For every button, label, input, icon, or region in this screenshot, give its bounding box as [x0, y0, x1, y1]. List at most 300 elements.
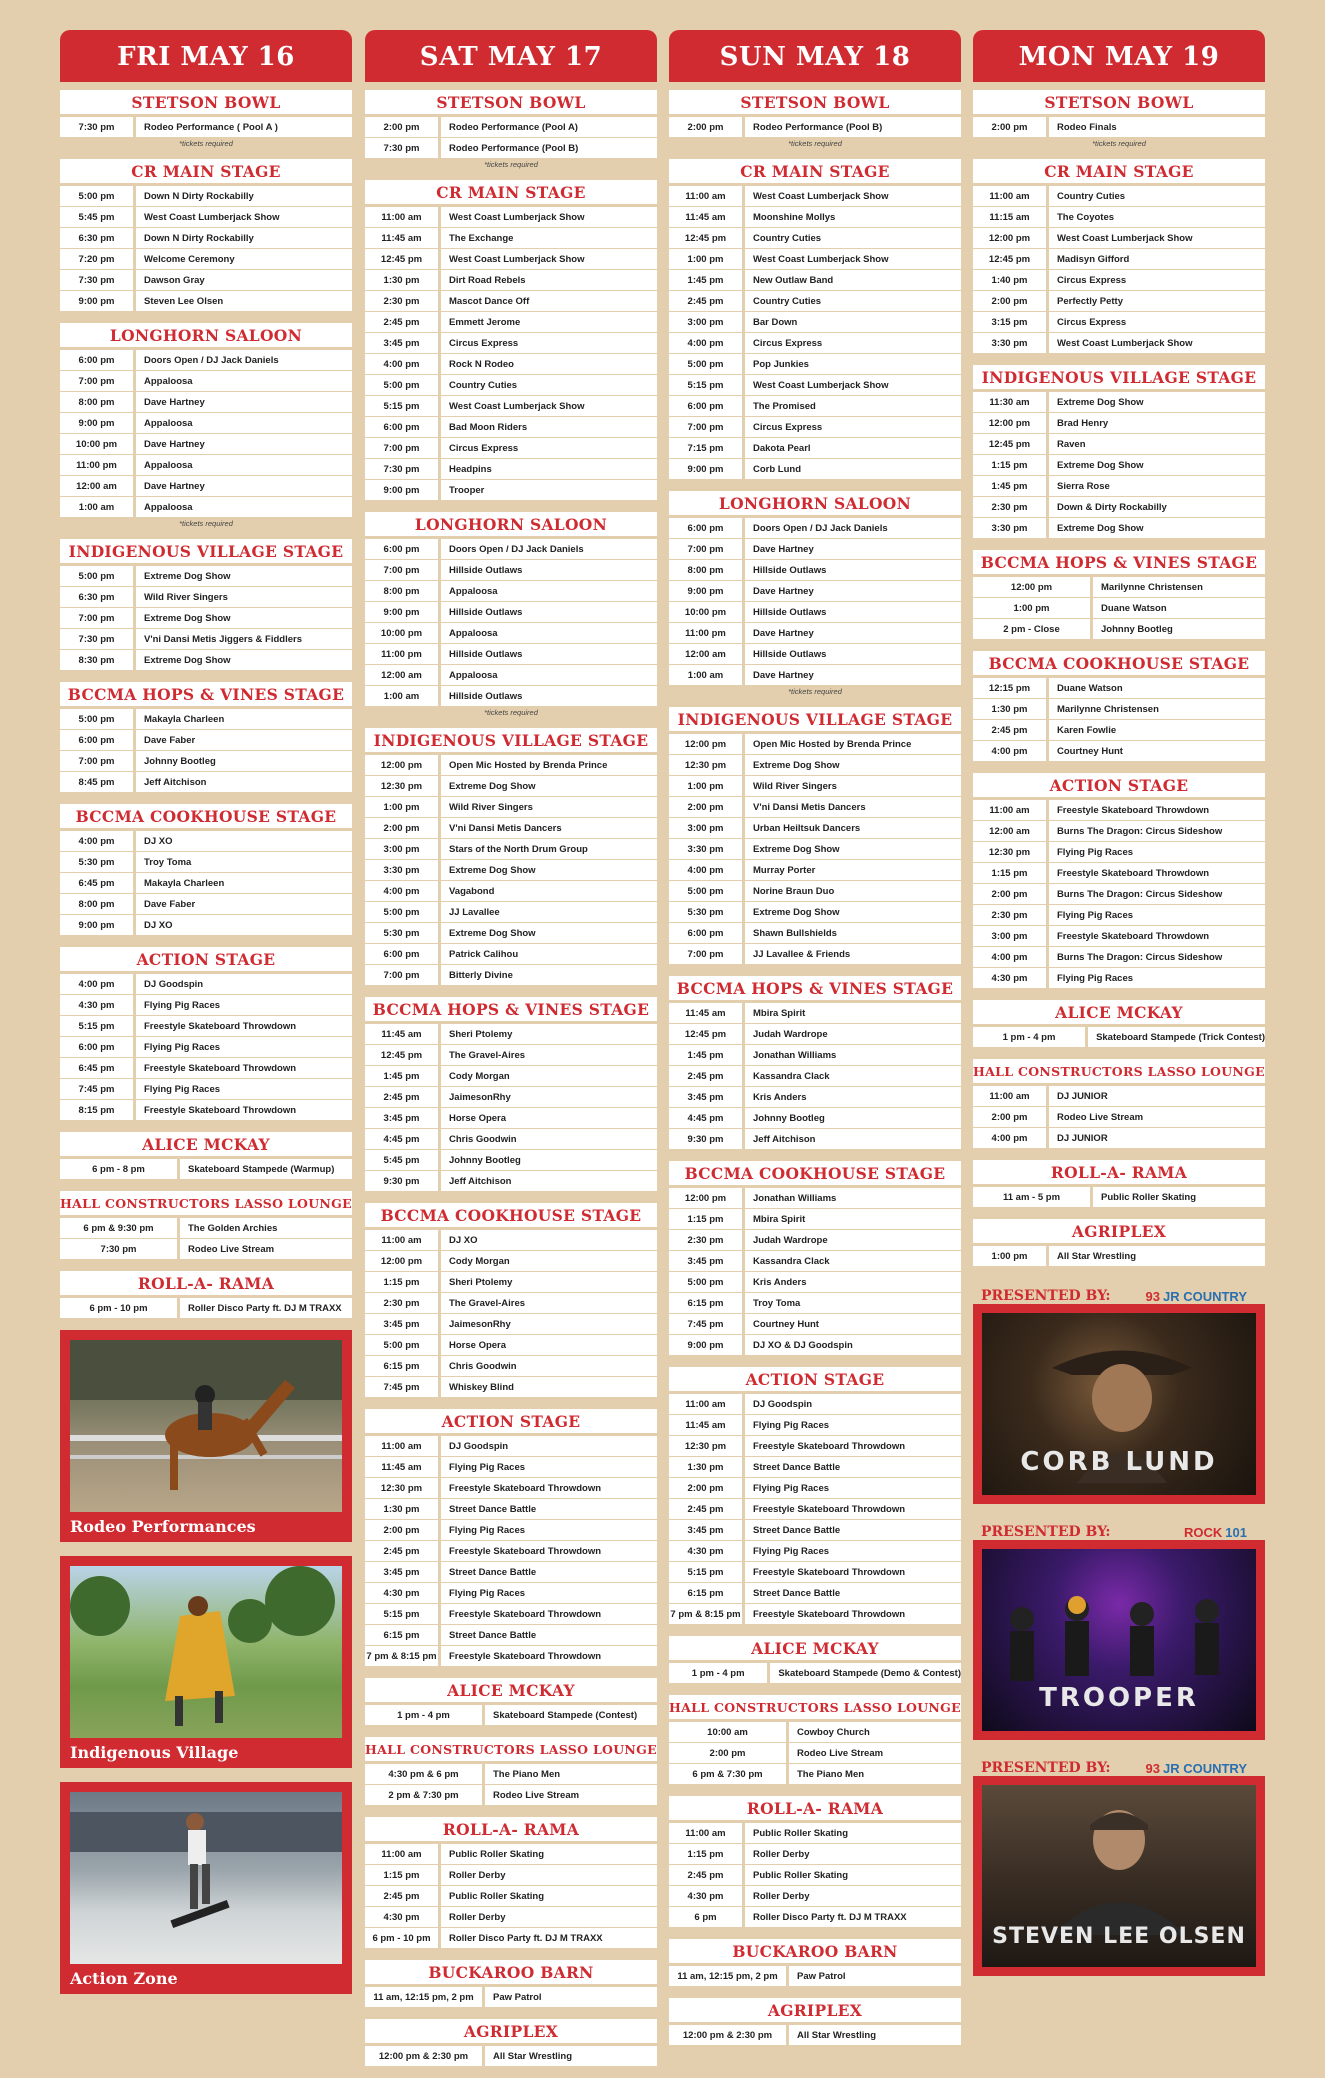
event-name: The Golden Archies [180, 1218, 352, 1238]
schedule-row [973, 249, 1265, 270]
event-time: 1:15 pm [365, 1272, 441, 1292]
event-time: 11:45 am [669, 1003, 745, 1023]
schedule-row [60, 476, 352, 497]
event-time: 12:30 pm [669, 755, 745, 775]
event-name: Chris Goodwin [441, 1356, 657, 1376]
event-name: Bad Moon Riders [441, 417, 657, 437]
event-time: 4:00 pm [973, 1128, 1049, 1148]
event-time: 8:00 pm [60, 894, 136, 914]
schedule-row [365, 1886, 657, 1907]
schedule-row [60, 350, 352, 371]
event-time: 6:00 pm [365, 417, 441, 437]
event-name: New Outlaw Band [745, 270, 961, 290]
schedule-row [365, 1478, 657, 1499]
schedule-row [365, 923, 657, 944]
event-time: 5:45 pm [365, 1150, 441, 1170]
venue-title: ACTION STAGE [365, 1409, 657, 1433]
schedule-row [365, 1928, 657, 1949]
event-time: 5:00 pm [60, 186, 136, 206]
event-time: 3:45 pm [365, 1108, 441, 1128]
venue-title: STETSON BOWL [669, 90, 961, 114]
venue-title: ACTION STAGE [60, 947, 352, 971]
event-name: Corb Lund [745, 459, 961, 479]
schedule-row [669, 518, 961, 539]
event-name: The Piano Men [485, 1764, 657, 1784]
venue-block [60, 1191, 352, 1260]
event-time: 5:30 pm [60, 852, 136, 872]
event-time: 5:45 pm [60, 207, 136, 227]
event-name: Rodeo Performance (Pool A) [441, 117, 657, 137]
schedule-row [973, 619, 1265, 640]
schedule-row [669, 1865, 961, 1886]
event-time: 7:45 pm [669, 1314, 745, 1334]
schedule-row [60, 270, 352, 291]
event-name: Hillside Outlaws [441, 560, 657, 580]
event-time: 3:45 pm [365, 1562, 441, 1582]
schedule-row [365, 1045, 657, 1066]
event-time: 11:45 am [365, 1457, 441, 1477]
schedule-row [669, 602, 961, 623]
event-name: Skateboard Stampede (Warmup) [180, 1159, 352, 1179]
event-time: 4:30 pm [60, 995, 136, 1015]
event-time: 12:45 pm [973, 434, 1049, 454]
event-time: 12:00 pm & 2:30 pm [365, 2046, 485, 2066]
event-name: Appaloosa [136, 497, 352, 517]
event-time: 2:30 pm [973, 905, 1049, 925]
event-time: 12:15 pm [973, 678, 1049, 698]
schedule-row [973, 497, 1265, 518]
event-time: 4:00 pm [60, 974, 136, 994]
venue-title: BUCKAROO BARN [365, 1960, 657, 1984]
event-time: 4:30 pm & 6 pm [365, 1764, 485, 1784]
event-name: Duane Watson [1093, 598, 1265, 618]
event-name: Skateboard Stampede (Demo & Contest) [770, 1663, 961, 1683]
event-name: West Coast Lumberjack Show [441, 249, 657, 269]
event-time: 1:45 pm [669, 270, 745, 290]
event-time: 5:15 pm [60, 1016, 136, 1036]
event-time: 2:45 pm [669, 1066, 745, 1086]
schedule-row [669, 1722, 961, 1743]
event-time: 12:00 am [60, 476, 136, 496]
schedule-row [60, 1298, 352, 1319]
schedule-row [669, 354, 961, 375]
schedule-row [669, 1583, 961, 1604]
event-name: Street Dance Battle [441, 1499, 657, 1519]
venue-title: ROLL-A- RAMA [669, 1796, 961, 1820]
event-time: 1:15 pm [973, 863, 1049, 883]
schedule-row [365, 944, 657, 965]
schedule-row [365, 438, 657, 459]
schedule-row [669, 207, 961, 228]
schedule-row [669, 291, 961, 312]
event-time: 3:30 pm [973, 518, 1049, 538]
event-time: 12:45 pm [973, 249, 1049, 269]
event-time: 4:00 pm [669, 860, 745, 880]
schedule-row [365, 686, 657, 707]
event-time: 7:30 pm [60, 629, 136, 649]
event-time: 8:00 pm [60, 392, 136, 412]
event-time: 9:00 pm [60, 915, 136, 935]
event-name: Pop Junkies [745, 354, 961, 374]
event-time: 3:00 pm [669, 312, 745, 332]
event-time: 1:30 pm [365, 1499, 441, 1519]
schedule-row [669, 1966, 961, 1987]
event-time: 12:45 pm [669, 1024, 745, 1044]
event-name: Circus Express [441, 333, 657, 353]
venue-block [60, 323, 352, 528]
event-name: Flying Pig Races [745, 1415, 961, 1435]
event-name: Skateboard Stampede (Contest) [485, 1705, 657, 1725]
event-time: 9:30 pm [669, 1129, 745, 1149]
event-name: Extreme Dog Show [136, 566, 352, 586]
schedule-row [365, 581, 657, 602]
schedule-row [973, 1027, 1265, 1048]
event-name: Public Roller Skating [441, 1844, 657, 1864]
event-name: JaimesonRhy [441, 1087, 657, 1107]
event-time: 2 pm & 7:30 pm [365, 1785, 485, 1805]
venue-title: ACTION STAGE [669, 1367, 961, 1391]
event-time: 11:00 am [669, 1394, 745, 1414]
schedule-row [365, 1646, 657, 1667]
schedule-row [669, 755, 961, 776]
schedule-row [60, 207, 352, 228]
event-time: 3:45 pm [669, 1251, 745, 1271]
event-name: Moonshine Mollys [745, 207, 961, 227]
schedule-row [60, 995, 352, 1016]
event-time: 3:30 pm [669, 839, 745, 859]
event-time: 7 pm & 8:15 pm [365, 1646, 441, 1666]
schedule-row [669, 1764, 961, 1785]
event-time: 2:45 pm [669, 291, 745, 311]
event-name: Country Cuties [441, 375, 657, 395]
event-name: Dave Hartney [136, 392, 352, 412]
schedule-row [365, 2046, 657, 2067]
event-time: 5:30 pm [669, 902, 745, 922]
event-name: Mbira Spirit [745, 1003, 961, 1023]
event-name: Freestyle Skateboard Throwdown [745, 1604, 961, 1624]
event-time: 10:00 am [669, 1722, 789, 1742]
event-name: Public Roller Skating [1093, 1187, 1265, 1207]
event-time: 9:00 pm [60, 291, 136, 311]
event-time: 2:45 pm [365, 1886, 441, 1906]
schedule-row [973, 312, 1265, 333]
event-time: 11:00 am [973, 186, 1049, 206]
event-time: 6:00 pm [669, 518, 745, 538]
event-time: 1:45 pm [973, 476, 1049, 496]
event-name: Doors Open / DJ Jack Daniels [136, 350, 352, 370]
venue-block [669, 707, 961, 965]
venue-block [973, 1000, 1265, 1048]
venue-block [365, 512, 657, 717]
event-name: Makayla Charleen [136, 709, 352, 729]
venue-title: LONGHORN SALOON [60, 323, 352, 347]
event-time: 1 pm - 4 pm [365, 1705, 485, 1725]
day-header: MON MAY 19 [973, 30, 1265, 82]
event-name: Roller Derby [441, 1907, 657, 1927]
event-name: Judah Wardrope [745, 1024, 961, 1044]
venue-title: ALICE MCKAY [669, 1636, 961, 1660]
schedule-row [669, 1823, 961, 1844]
event-name: Whiskey Blind [441, 1377, 657, 1397]
event-name: Burns The Dragon: Circus Sideshow [1049, 884, 1265, 904]
venue-title: HALL CONSTRUCTORS LASSO LOUNGE [60, 1191, 352, 1215]
venue-title: BCCMA COOKHOUSE STAGE [669, 1161, 961, 1185]
venue-block [365, 1678, 657, 1726]
event-time: 11 am, 12:15 pm, 2 pm [365, 1987, 485, 2007]
schedule-row [669, 438, 961, 459]
event-time: 6:00 pm [365, 539, 441, 559]
schedule-row [973, 821, 1265, 842]
schedule-row [669, 1907, 961, 1928]
venue-title: ACTION STAGE [973, 773, 1265, 797]
artist-card [973, 1540, 1265, 1740]
event-name: The Promised [745, 396, 961, 416]
event-name: Jonathan Williams [745, 1045, 961, 1065]
venue-title: BCCMA COOKHOUSE STAGE [60, 804, 352, 828]
event-time: 1:00 am [60, 497, 136, 517]
event-name: Norine Braun Duo [745, 881, 961, 901]
schedule-row [973, 842, 1265, 863]
event-time: 10:00 pm [60, 434, 136, 454]
venue-block [669, 1695, 961, 1785]
event-name: Jeff Aitchison [745, 1129, 961, 1149]
event-time: 11:00 pm [60, 455, 136, 475]
venue-title: CR MAIN STAGE [365, 180, 657, 204]
schedule-row [365, 665, 657, 686]
event-name: West Coast Lumberjack Show [745, 375, 961, 395]
event-name: Kassandra Clack [745, 1251, 961, 1271]
schedule-row [365, 1541, 657, 1562]
event-name: Dirt Road Rebels [441, 270, 657, 290]
event-time: 7:20 pm [60, 249, 136, 269]
event-name: Johnny Bootleg [441, 1150, 657, 1170]
event-name: Roller Disco Party ft. DJ M TRAXX [180, 1298, 352, 1318]
event-time: 4:00 pm [365, 354, 441, 374]
event-name: Public Roller Skating [745, 1823, 961, 1843]
event-name: DJ Goodspin [441, 1436, 657, 1456]
schedule-row [365, 1335, 657, 1356]
event-name: Rodeo Performance (Pool B) [441, 138, 657, 158]
venue-title: BCCMA HOPS & VINES STAGE [365, 997, 657, 1021]
event-time: 2:45 pm [669, 1499, 745, 1519]
schedule-row [365, 539, 657, 560]
schedule-row [60, 831, 352, 852]
event-time: 1:40 pm [973, 270, 1049, 290]
schedule-row [60, 873, 352, 894]
schedule-row [669, 539, 961, 560]
schedule-row [973, 1107, 1265, 1128]
event-name: Freestyle Skateboard Throwdown [441, 1541, 657, 1561]
event-time: 12:00 pm & 2:30 pm [669, 2025, 789, 2045]
event-name: West Coast Lumberjack Show [136, 207, 352, 227]
event-name: JJ Lavallee & Friends [745, 944, 961, 964]
event-time: 12:00 pm [669, 1188, 745, 1208]
event-time: 7:30 pm [60, 1239, 180, 1259]
event-time: 2:45 pm [973, 720, 1049, 740]
event-name: Freestyle Skateboard Throwdown [1049, 926, 1265, 946]
event-time: 6:00 pm [669, 396, 745, 416]
schedule-row [365, 1583, 657, 1604]
event-name: Extreme Dog Show [1049, 392, 1265, 412]
schedule-row [365, 1293, 657, 1314]
event-time: 12:00 am [973, 821, 1049, 841]
venue-block [669, 1367, 961, 1625]
logo-text: ROCK [1184, 1525, 1223, 1540]
event-name: Roller Disco Party ft. DJ M TRAXX [745, 1907, 961, 1927]
schedule-row [669, 1188, 961, 1209]
event-name: Street Dance Battle [745, 1583, 961, 1603]
event-time: 2:00 pm [973, 117, 1049, 137]
event-name: Rodeo Performance (Pool B) [745, 117, 961, 137]
event-name: West Coast Lumberjack Show [745, 249, 961, 269]
schedule-row [669, 1251, 961, 1272]
event-name: Marilynne Christensen [1049, 699, 1265, 719]
venue-block [365, 728, 657, 986]
schedule-row [365, 1844, 657, 1865]
event-time: 1:00 pm [973, 598, 1093, 618]
event-name: Hillside Outlaws [745, 560, 961, 580]
event-name: Kassandra Clack [745, 1066, 961, 1086]
event-time: 5:15 pm [365, 1604, 441, 1624]
event-time: 2:00 pm [973, 291, 1049, 311]
venue-title: STETSON BOWL [60, 90, 352, 114]
event-time: 11:45 am [669, 1415, 745, 1435]
venue-block [365, 90, 657, 169]
photo-caption: Indigenous Village [70, 1743, 239, 1762]
event-time: 6:15 pm [365, 1356, 441, 1376]
venue-title: CR MAIN STAGE [973, 159, 1265, 183]
event-time: 7:30 pm [365, 138, 441, 158]
schedule-row [973, 863, 1265, 884]
venue-block [669, 1939, 961, 1987]
event-time: 12:30 pm [669, 1436, 745, 1456]
event-time: 12:45 pm [669, 228, 745, 248]
schedule-row [60, 730, 352, 751]
event-name: Makayla Charleen [136, 873, 352, 893]
event-name: The Piano Men [789, 1764, 961, 1784]
event-name: Karen Fowlie [1049, 720, 1265, 740]
event-name: Dave Hartney [136, 434, 352, 454]
event-time: 6 pm [669, 1907, 745, 1927]
event-name: Burns The Dragon: Circus Sideshow [1049, 947, 1265, 967]
schedule-row [60, 751, 352, 772]
event-name: Extreme Dog Show [1049, 518, 1265, 538]
event-time: 12:00 pm [365, 755, 441, 775]
event-name: Flying Pig Races [136, 1079, 352, 1099]
event-time: 2:00 pm [973, 884, 1049, 904]
venue-title: HALL CONSTRUCTORS LASSO LOUNGE [669, 1695, 961, 1719]
schedule-row [669, 1293, 961, 1314]
event-name: Mascot Dance Off [441, 291, 657, 311]
schedule-row [669, 1087, 961, 1108]
event-time: 11:30 am [973, 392, 1049, 412]
event-name: DJ XO [441, 1230, 657, 1250]
schedule-row [973, 720, 1265, 741]
schedule-row [973, 926, 1265, 947]
event-name: Hillside Outlaws [745, 644, 961, 664]
schedule-row [973, 518, 1265, 539]
venue-title: CR MAIN STAGE [60, 159, 352, 183]
event-name: Mbira Spirit [745, 1209, 961, 1229]
venue-title: LONGHORN SALOON [669, 491, 961, 515]
venue-title: STETSON BOWL [973, 90, 1265, 114]
event-name: Public Roller Skating [745, 1865, 961, 1885]
schedule-row [973, 270, 1265, 291]
event-time: 11:00 am [669, 1823, 745, 1843]
schedule-row [973, 598, 1265, 619]
event-name: Johnny Bootleg [745, 1108, 961, 1128]
schedule-row [365, 965, 657, 986]
event-name: Flying Pig Races [1049, 842, 1265, 862]
artist-name: TROOPER [1039, 1683, 1199, 1713]
schedule-row [60, 1058, 352, 1079]
event-time: 8:45 pm [60, 772, 136, 792]
event-name: Kris Anders [745, 1087, 961, 1107]
event-time: 12:30 pm [365, 776, 441, 796]
event-name: Rodeo Live Stream [180, 1239, 352, 1259]
event-time: 6 pm - 10 pm [365, 1928, 441, 1948]
event-name: All Star Wrestling [789, 2025, 961, 2045]
schedule-row [973, 678, 1265, 699]
event-time: 2:00 pm [669, 117, 745, 137]
event-time: 12:00 pm [365, 1251, 441, 1271]
schedule-row [365, 860, 657, 881]
event-name: West Coast Lumberjack Show [441, 207, 657, 227]
event-time: 6:45 pm [60, 873, 136, 893]
venue-block [60, 947, 352, 1121]
venue-block [669, 1636, 961, 1684]
schedule-row [973, 1187, 1265, 1208]
event-time: 4:30 pm [365, 1583, 441, 1603]
event-name: Street Dance Battle [745, 1520, 961, 1540]
venue-block [973, 1059, 1265, 1149]
schedule-row [669, 734, 961, 755]
event-name: Johnny Bootleg [136, 751, 352, 771]
schedule-row [669, 1230, 961, 1251]
schedule-row [973, 476, 1265, 497]
event-time: 7:45 pm [60, 1079, 136, 1099]
event-time: 12:30 pm [365, 1478, 441, 1498]
schedule-row [669, 1024, 961, 1045]
logo-subtext: 101 [1225, 1525, 1247, 1540]
venue-block [973, 365, 1265, 539]
event-time: 5:00 pm [60, 709, 136, 729]
event-name: Down N Dirty Rockabilly [136, 228, 352, 248]
event-time: 1:30 pm [973, 699, 1049, 719]
schedule-row [669, 818, 961, 839]
event-name: Flying Pig Races [745, 1541, 961, 1561]
schedule-row [669, 839, 961, 860]
event-name: Skateboard Stampede (Trick Contest) [1088, 1027, 1265, 1047]
event-name: Jeff Aitchison [136, 772, 352, 792]
schedule-row [669, 186, 961, 207]
event-name: Wild River Singers [136, 587, 352, 607]
event-name: Duane Watson [1049, 678, 1265, 698]
venue-title: AGRIPLEX [365, 2019, 657, 2043]
schedule-row [669, 1457, 961, 1478]
event-time: 1:15 pm [973, 455, 1049, 475]
event-name: Extreme Dog Show [745, 755, 961, 775]
event-time: 2:45 pm [365, 1541, 441, 1561]
schedule-row [669, 1108, 961, 1129]
schedule-row [669, 1844, 961, 1865]
event-time: 2 pm - Close [973, 619, 1093, 639]
venue-title: BCCMA COOKHOUSE STAGE [973, 651, 1265, 675]
venue-title: AGRIPLEX [973, 1219, 1265, 1243]
schedule-row [669, 375, 961, 396]
event-time: 2:45 pm [365, 1087, 441, 1107]
venue-title: INDIGENOUS VILLAGE STAGE [365, 728, 657, 752]
